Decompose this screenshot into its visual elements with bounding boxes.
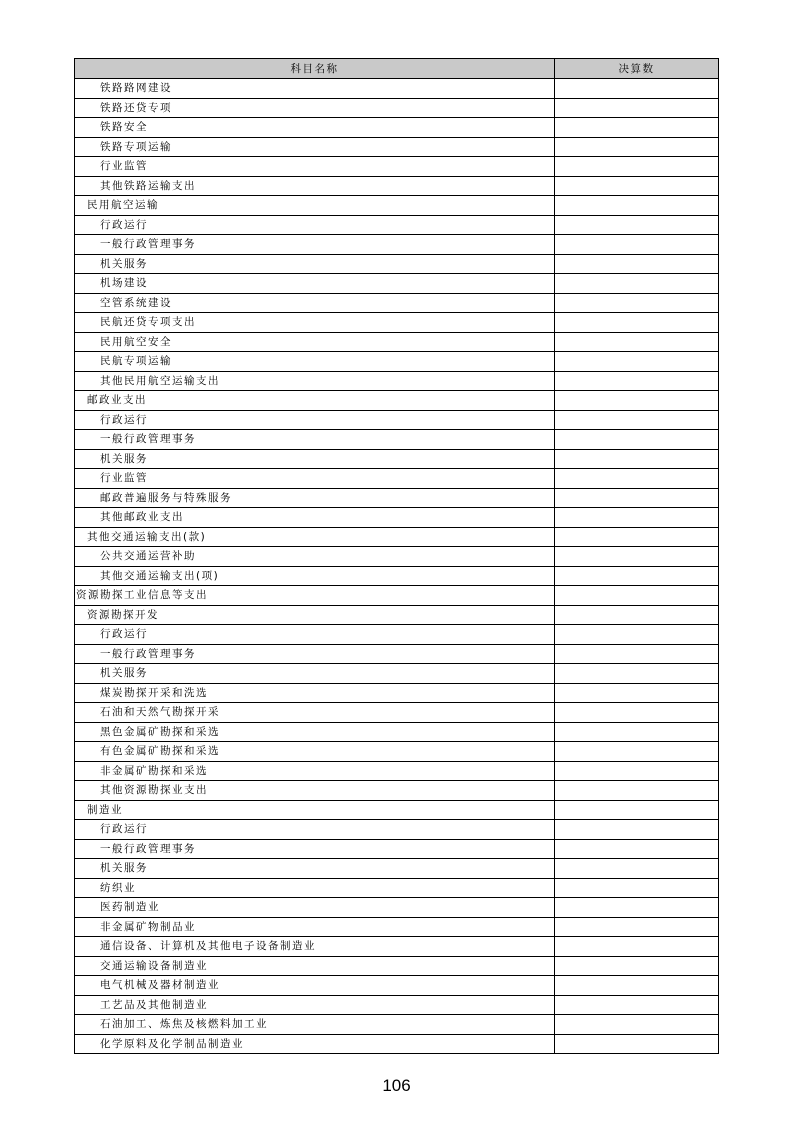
table-row — [75, 410, 719, 430]
row-subject-name: 公共交通运营补助 — [75, 547, 555, 567]
row-subject-name: 民航专项运输 — [75, 352, 555, 372]
row-final-amount — [555, 566, 719, 586]
table-row — [75, 820, 719, 840]
row-final-amount — [555, 956, 719, 976]
row-final-amount — [555, 917, 719, 937]
row-subject-name: 机关服务 — [75, 859, 555, 879]
row-final-amount — [555, 800, 719, 820]
table-row — [75, 703, 719, 723]
table-row — [75, 332, 719, 352]
table-row — [75, 898, 719, 918]
table-row — [75, 566, 719, 586]
row-final-amount — [555, 469, 719, 489]
row-subject-name: 其他资源勘探业支出 — [75, 781, 555, 801]
row-final-amount — [555, 722, 719, 742]
table-row — [75, 488, 719, 508]
row-final-amount — [555, 644, 719, 664]
row-final-amount — [555, 254, 719, 274]
table-row — [75, 137, 719, 157]
row-subject-name: 行政运行 — [75, 215, 555, 235]
budget-table — [74, 58, 719, 1054]
table-row — [75, 293, 719, 313]
table-row — [75, 937, 719, 957]
row-final-amount — [555, 547, 719, 567]
row-subject-name: 其他交通运输支出(项) — [75, 566, 555, 586]
row-final-amount — [555, 430, 719, 450]
table-row — [75, 976, 719, 996]
row-subject-name: 民用航空安全 — [75, 332, 555, 352]
row-final-amount — [555, 586, 719, 606]
table-row — [75, 196, 719, 216]
row-final-amount — [555, 79, 719, 99]
table-row — [75, 469, 719, 489]
row-final-amount — [555, 761, 719, 781]
row-final-amount — [555, 839, 719, 859]
table-row — [75, 527, 719, 547]
table-row — [75, 664, 719, 684]
table-row — [75, 157, 719, 177]
row-subject-name: 一般行政管理事务 — [75, 430, 555, 450]
table-row — [75, 1015, 719, 1035]
row-subject-name: 有色金属矿勘探和采选 — [75, 742, 555, 762]
table-row — [75, 79, 719, 99]
row-subject-name: 行政运行 — [75, 410, 555, 430]
row-subject-name: 资源勘探工业信息等支出 — [75, 586, 555, 606]
row-final-amount — [555, 488, 719, 508]
row-subject-name: 其他交通运输支出(款) — [75, 527, 555, 547]
row-subject-name: 化学原料及化学制品制造业 — [75, 1034, 555, 1054]
row-final-amount — [555, 527, 719, 547]
row-final-amount — [555, 683, 719, 703]
row-final-amount — [555, 137, 719, 157]
row-subject-name: 一般行政管理事务 — [75, 839, 555, 859]
table-row — [75, 761, 719, 781]
row-subject-name: 医药制造业 — [75, 898, 555, 918]
row-final-amount — [555, 742, 719, 762]
row-subject-name: 邮政业支出 — [75, 391, 555, 411]
row-final-amount — [555, 1034, 719, 1054]
row-final-amount — [555, 976, 719, 996]
row-subject-name: 石油和天然气勘探开采 — [75, 703, 555, 723]
row-subject-name: 其他铁路运输支出 — [75, 176, 555, 196]
row-final-amount — [555, 215, 719, 235]
row-final-amount — [555, 235, 719, 255]
table-row — [75, 839, 719, 859]
row-subject-name: 其他邮政业支出 — [75, 508, 555, 528]
row-subject-name: 煤炭勘探开采和洗选 — [75, 683, 555, 703]
row-subject-name: 铁路专项运输 — [75, 137, 555, 157]
row-subject-name: 纺织业 — [75, 878, 555, 898]
table-row — [75, 683, 719, 703]
row-subject-name: 其他民用航空运输支出 — [75, 371, 555, 391]
row-subject-name: 机关服务 — [75, 449, 555, 469]
table-row — [75, 391, 719, 411]
row-subject-name: 石油加工、炼焦及核燃料加工业 — [75, 1015, 555, 1035]
row-final-amount — [555, 878, 719, 898]
table-row — [75, 352, 719, 372]
table-row — [75, 313, 719, 333]
page-number: 106 — [382, 1076, 411, 1095]
row-final-amount — [555, 98, 719, 118]
row-subject-name: 行业监管 — [75, 157, 555, 177]
row-subject-name: 资源勘探开发 — [75, 605, 555, 625]
row-final-amount — [555, 625, 719, 645]
row-final-amount — [555, 313, 719, 333]
table-row — [75, 917, 719, 937]
table-row — [75, 254, 719, 274]
row-final-amount — [555, 332, 719, 352]
row-final-amount — [555, 449, 719, 469]
table-row — [75, 430, 719, 450]
row-subject-name: 机关服务 — [75, 254, 555, 274]
row-subject-name: 民航还贷专项支出 — [75, 313, 555, 333]
row-subject-name: 一般行政管理事务 — [75, 644, 555, 664]
row-final-amount — [555, 859, 719, 879]
row-subject-name: 铁路安全 — [75, 118, 555, 138]
row-subject-name: 机场建设 — [75, 274, 555, 294]
row-final-amount — [555, 703, 719, 723]
row-subject-name: 制造业 — [75, 800, 555, 820]
column-header-value: 决算数 — [555, 59, 719, 79]
table-row — [75, 118, 719, 138]
row-final-amount — [555, 274, 719, 294]
table-row — [75, 98, 719, 118]
row-final-amount — [555, 664, 719, 684]
table-row — [75, 1034, 719, 1054]
table-row — [75, 859, 719, 879]
table-header — [75, 59, 719, 79]
table-row — [75, 274, 719, 294]
row-subject-name: 行业监管 — [75, 469, 555, 489]
row-subject-name: 铁路路网建设 — [75, 79, 555, 99]
table-row — [75, 800, 719, 820]
row-subject-name: 电气机械及器材制造业 — [75, 976, 555, 996]
row-subject-name: 工艺品及其他制造业 — [75, 995, 555, 1015]
row-subject-name: 铁路还贷专项 — [75, 98, 555, 118]
table-row — [75, 586, 719, 606]
row-final-amount — [555, 196, 719, 216]
row-final-amount — [555, 118, 719, 138]
table-row — [75, 508, 719, 528]
table-row — [75, 644, 719, 664]
row-final-amount — [555, 995, 719, 1015]
table-row — [75, 449, 719, 469]
row-subject-name: 非金属矿物制品业 — [75, 917, 555, 937]
row-subject-name: 非金属矿勘探和采选 — [75, 761, 555, 781]
row-subject-name: 机关服务 — [75, 664, 555, 684]
row-subject-name: 空管系统建设 — [75, 293, 555, 313]
header-row — [75, 59, 719, 79]
row-subject-name: 民用航空运输 — [75, 196, 555, 216]
table-row — [75, 625, 719, 645]
row-subject-name: 邮政普遍服务与特殊服务 — [75, 488, 555, 508]
table-row — [75, 742, 719, 762]
row-final-amount — [555, 410, 719, 430]
row-final-amount — [555, 352, 719, 372]
row-final-amount — [555, 391, 719, 411]
row-subject-name: 行政运行 — [75, 625, 555, 645]
table-row — [75, 995, 719, 1015]
table-row — [75, 605, 719, 625]
row-subject-name: 通信设备、计算机及其他电子设备制造业 — [75, 937, 555, 957]
row-final-amount — [555, 898, 719, 918]
table-row — [75, 215, 719, 235]
table-row — [75, 722, 719, 742]
row-final-amount — [555, 1015, 719, 1035]
row-final-amount — [555, 605, 719, 625]
row-subject-name: 一般行政管理事务 — [75, 235, 555, 255]
row-final-amount — [555, 508, 719, 528]
row-final-amount — [555, 937, 719, 957]
row-subject-name: 交通运输设备制造业 — [75, 956, 555, 976]
row-final-amount — [555, 781, 719, 801]
table-row — [75, 235, 719, 255]
row-final-amount — [555, 293, 719, 313]
row-subject-name: 行政运行 — [75, 820, 555, 840]
table-row — [75, 547, 719, 567]
row-final-amount — [555, 371, 719, 391]
table-row — [75, 176, 719, 196]
row-final-amount — [555, 157, 719, 177]
table-row — [75, 878, 719, 898]
table-row — [75, 956, 719, 976]
table-body — [75, 79, 719, 1054]
row-subject-name: 黑色金属矿勘探和采选 — [75, 722, 555, 742]
table-row — [75, 781, 719, 801]
column-header-name: 科目名称 — [75, 59, 555, 79]
row-final-amount — [555, 176, 719, 196]
table-row — [75, 371, 719, 391]
row-final-amount — [555, 820, 719, 840]
